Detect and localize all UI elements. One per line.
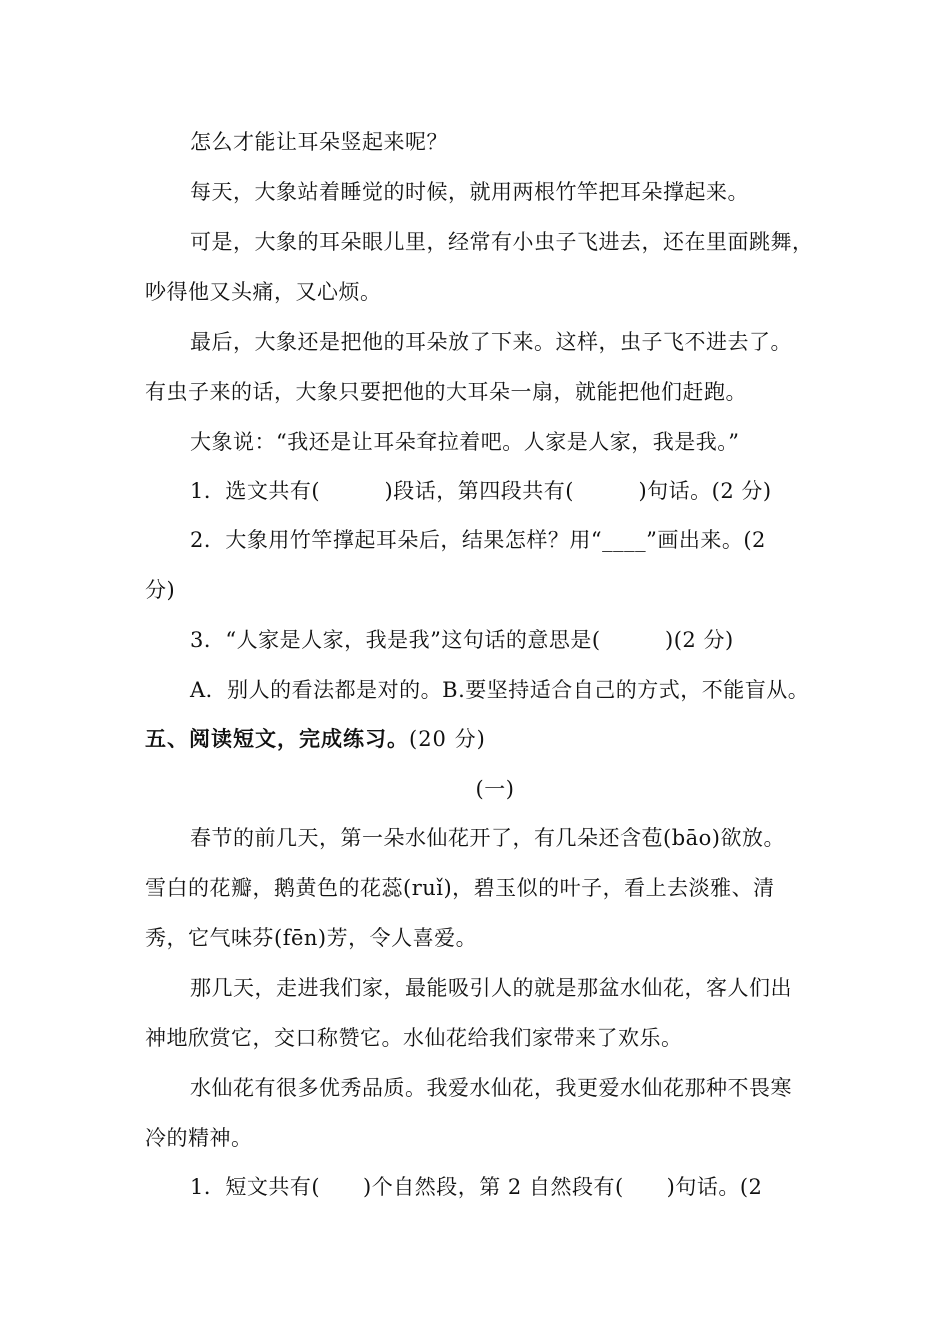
section-title: 五、阅读短文，完成练习。 [145, 727, 409, 751]
section-heading [145, 724, 825, 754]
passage-line: 大象说：“我还是让耳朵耷拉着吧。人家是人家，我是我。” [190, 430, 740, 454]
passage-line: 最后，大象还是把他的耳朵放了下来。这样，虫子飞不进去了。 [190, 330, 792, 354]
passage-line: 秀，它气味芬(fēn)芳，令人喜爱。 [145, 926, 478, 950]
passage-line: 怎么才能让耳朵竖起来呢？ [190, 130, 448, 154]
passage-line: 水仙花有很多优秀品质。我爱水仙花，我更爱水仙花那种不畏寒 [190, 1076, 792, 1100]
passage-line: 每天，大象站着睡觉的时候，就用两根竹竿把耳朵撑起来。 [190, 180, 749, 204]
passage-line: 可是，大象的耳朵眼儿里，经常有小虫子飞进去，还在里面跳舞， [190, 230, 814, 254]
section-score: (20 分) [409, 727, 486, 751]
question-2: 2．大象用竹竿撑起耳朵后，结果怎样？用“____”画出来。(2 [190, 528, 766, 552]
passage-line: 那几天，走进我们家，最能吸引人的就是那盆水仙花，客人们出 [190, 976, 792, 1000]
question-2-continued: 分) [145, 578, 176, 602]
question-3-options: A．别人的看法都是对的。B.要坚持适合自己的方式，不能盲从。 [190, 678, 810, 702]
passage-line: 春节的前几天，第一朵水仙花开了，有几朵还含苞(bāo)欲放。 [190, 826, 785, 850]
section-subtitle: (一) [475, 777, 515, 801]
question-1: 1．选文共有( )段话，第四段共有( )句话。(2 分) [190, 479, 772, 503]
passage-line: 雪白的花瓣，鹅黄色的花蕊(ruǐ)，碧玉似的叶子，看上去淡雅、清 [145, 876, 775, 900]
passage-line: 有虫子来的话，大象只要把他的大耳朵一扇，就能把他们赶跑。 [145, 380, 747, 404]
question-1: 1．短文共有( )个自然段，第 2 自然段有( )句话。(2 [190, 1175, 763, 1199]
question-3: 3．“人家是人家，我是我”这句话的意思是( )(2 分) [190, 628, 734, 652]
passage-line: 神地欣赏它，交口称赞它。水仙花给我们家带来了欢乐。 [145, 1026, 683, 1050]
passage-line: 冷的精神。 [145, 1126, 253, 1150]
passage-line: 吵得他又头痛，又心烦。 [145, 280, 382, 304]
